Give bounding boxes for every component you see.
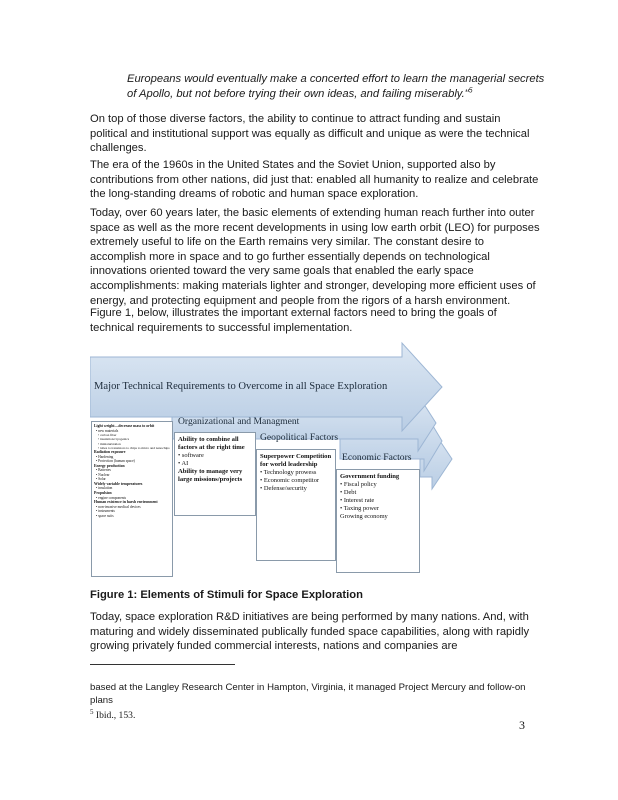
figure-caption: Figure 1: Elements of Stimuli for Space Exploration [90, 589, 363, 601]
tech-item: • Batteries [96, 468, 111, 473]
paragraph-funding: On top of those diverse factors, the ability to continue to attract funding and sustain political and institutional support was equally as difficult and unique as were the technical challenges. [90, 113, 530, 155]
econ-item: • Taxing power [340, 505, 379, 512]
tech-item: • Solar [96, 477, 106, 482]
tech-heading: Energy production [94, 463, 125, 468]
econ-item: • Debt [340, 489, 357, 496]
figure-diagram [90, 341, 540, 581]
econ-item: • Interest rate [340, 497, 375, 504]
tech-item: • Hardening [96, 454, 114, 459]
paragraph-1960s: The era of the 1960s in the United States and the Soviet Union, supported also by contributions from other nations, did just that: enabled all humanity to realize and celebrate the long-standing dreams of robotic and human space exploration. [90, 159, 539, 201]
econ-item: Growing economy [340, 513, 388, 520]
econ-box [336, 469, 420, 573]
geo-item: • Economic competitor [260, 477, 320, 484]
tech-requirements-box [91, 421, 173, 577]
tech-subitem: • tubes to transistors to chips to micro and nanochips [98, 445, 170, 450]
org-item: • AI [178, 460, 189, 467]
org-title: Organizational and Managment [178, 416, 300, 427]
block-quote [127, 72, 547, 102]
org-box [174, 432, 256, 516]
tech-subitem: • miniaturization [98, 441, 121, 446]
org-heading: Ability to manage very large missions/projects [178, 468, 243, 483]
tech-item: • new materials [96, 428, 119, 433]
footnote-5-marker: 5 [90, 707, 94, 716]
tech-heading: Widely variable temperatures [94, 481, 143, 486]
paragraph-figure-intro: Figure 1, below, illustrates the important external factors need to bring the goals of technical requirements to successful implementation. [90, 307, 497, 334]
geo-title: Geopolitical Factors [260, 432, 339, 443]
geo-box [256, 449, 336, 561]
tech-heading: Propulsion [94, 490, 112, 495]
tech-item: • space suits [96, 513, 114, 518]
tech-item: • instruments [96, 509, 115, 514]
tech-heading: Human existence in harsh environment [94, 500, 158, 505]
geo-item: • Technology prowess [260, 469, 317, 476]
org-heading: Ability to combine all factors at the right time [178, 436, 245, 451]
footnote-5-text: Ibid., 153. [93, 710, 136, 721]
paragraph-rd-initiatives: Today, space exploration R&D initiatives are being performed by many nations. And, with maturing and widely disseminated publically funded space capabilities, along with rapidly growing privately funded commercial interests, nations and companies are [90, 611, 530, 653]
page-number: 3 [519, 718, 525, 732]
geo-item: • Defense/security [260, 485, 307, 492]
tech-subitem: • carbon fiber [98, 433, 117, 438]
tech-item: • non-invasive medical devices [96, 504, 141, 509]
tech-item: • insulation [96, 486, 113, 491]
footnote-5 [90, 707, 136, 721]
tech-item: • engine components [96, 495, 127, 500]
tech-item: • Protection (human space) [96, 459, 135, 464]
geo-heading: Superpower Competition for world leadership [260, 453, 332, 468]
footnote-ref[interactable]: 5 [468, 87, 473, 95]
tech-heading: Radiation exposure [94, 450, 126, 455]
econ-heading: Government funding [340, 473, 400, 480]
tech-item: • Nuclear [96, 472, 110, 477]
econ-item: • Fiscal policy [340, 481, 377, 488]
tech-subitem: • insulation/cryogenics [98, 437, 130, 442]
footnote-divider [90, 664, 235, 665]
footnote-continued: based at the Langley Research Center in Hampton, Virginia, it managed Project Mercury and follow-on plans [90, 682, 526, 706]
org-item: • software [178, 452, 204, 459]
quote-text: Europeans would eventually make a concerted effort to learn the managerial secrets of Apollo, but not before trying their own ideas, and failing miserably." [127, 73, 545, 100]
main-arrow-title: Major Technical Requirements to Overcome in all Space Exploration [94, 381, 388, 392]
paragraph-today: Today, over 60 years later, the basic elements of extending human reach further into outer space as well as the more recent developments in using low earth orbit (LEO) for purposes extremely useful to life on the Earth remains very similar. The constant desire to accomplish more in space and to go further essentially depends on technological innovations oriented toward the very same goals that enabled the early space accomplishments: making materials lighter and stronger, developing more efficient uses of energy, and protecting equipment and people from the rigors of a harsh environment. [90, 207, 540, 307]
tech-heading: Light weight—decrease mass to orbit [94, 424, 155, 428]
econ-title: Economic Factors [342, 452, 412, 463]
